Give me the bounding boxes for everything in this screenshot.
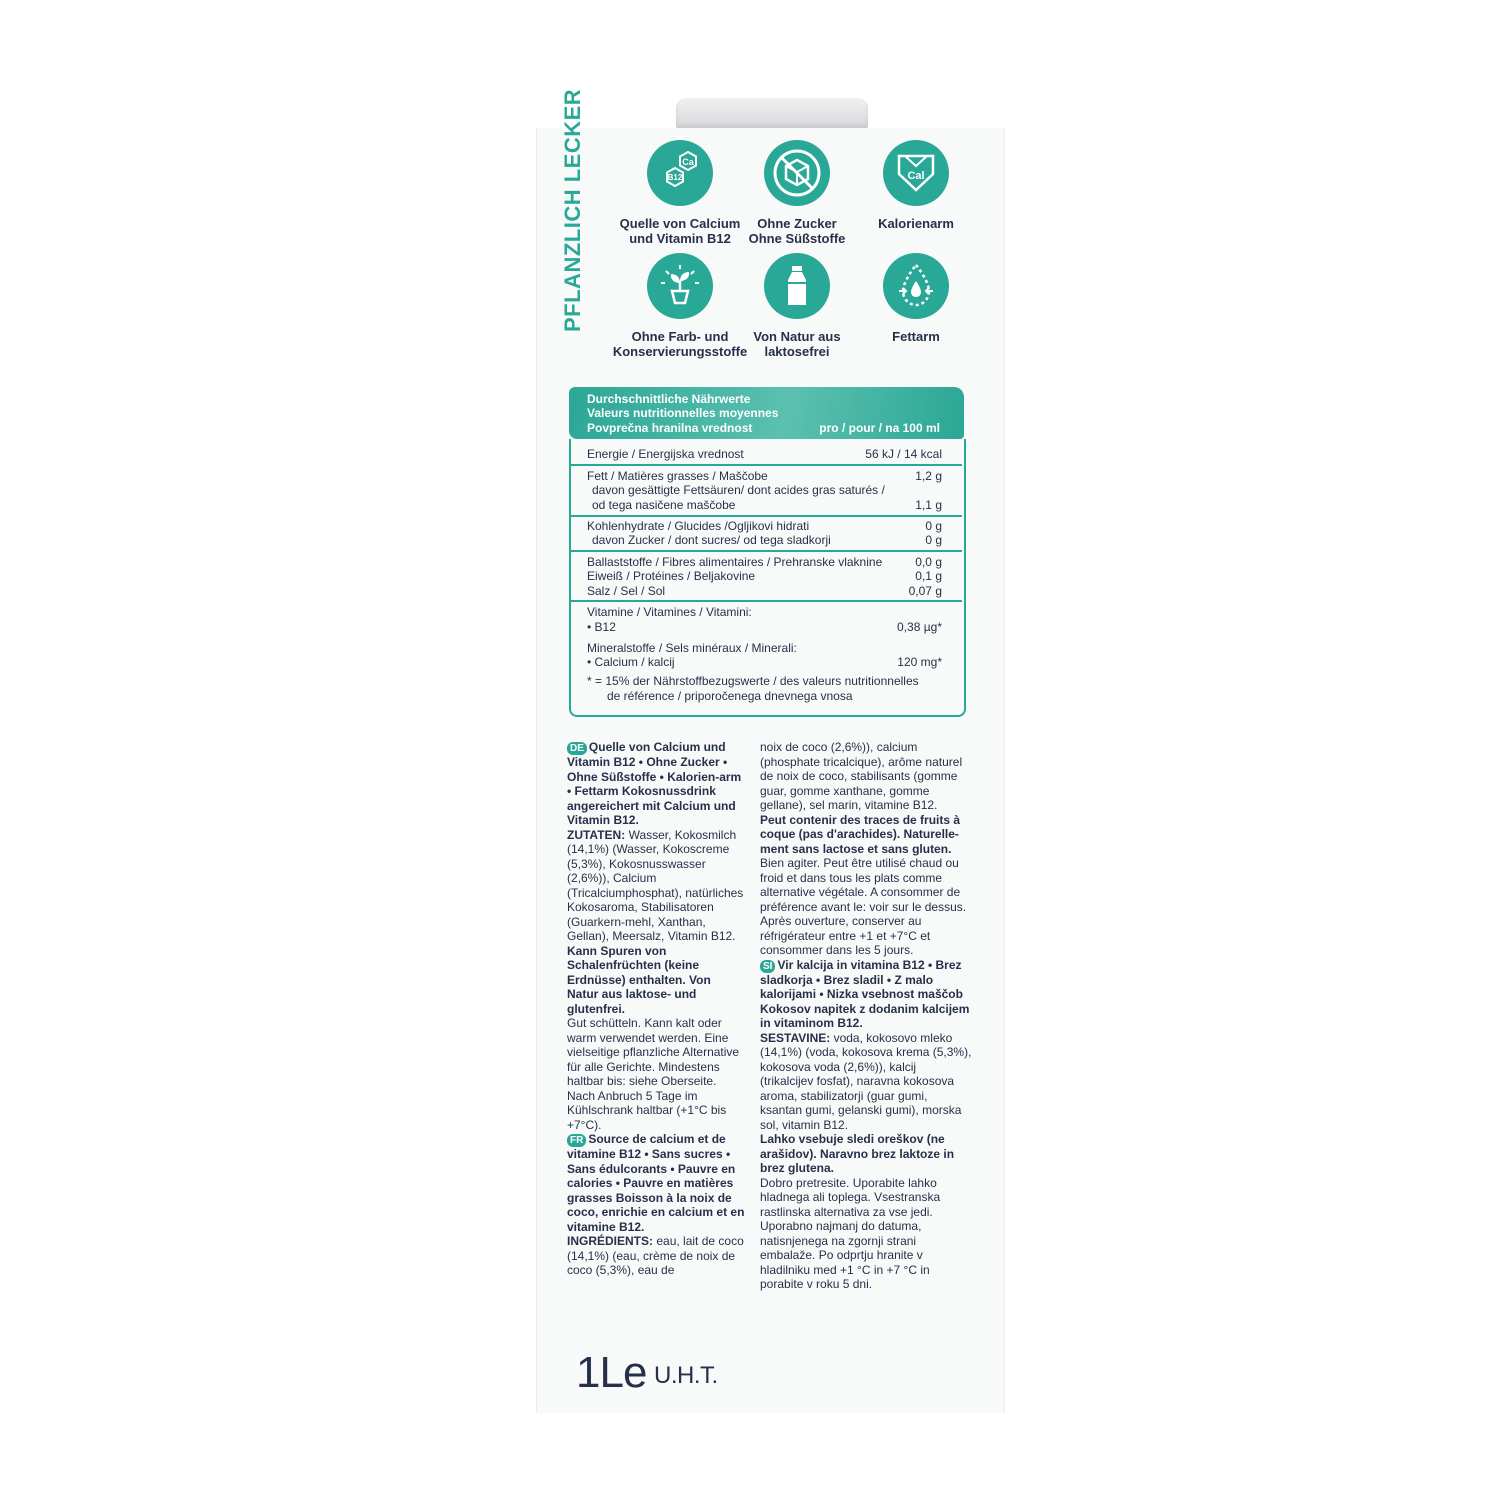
de-ingredients: Wasser, Kokosmilch (14,1%) (Wasser, Kokoscreme (5,3%), Kokosnusswasser (2,6%)), Calcium (Tricalciumphosphat), natürliches Kokosaroma, Stabilisatoren (Guarkern-mehl, Xanthan, Gellan), Meersalz, Vitamin B12. [567,827,744,943]
badge-label: Von Natur aus laktosefrei [753,329,841,359]
divider [569,600,962,602]
brand-vertical-text: PFLANZLICH LECKER [560,88,585,332]
fr-ingredients-label: INGRÉDIENTS: [567,1234,654,1248]
si-allergen: Lahko vsebuje sledi oreškov (ne arašidov). Naravno brez laktoze in brez glutena. [760,1132,955,1175]
bottle-icon [764,253,830,319]
drop-icon [883,253,949,319]
nutrition-footnote: * = 15% der Nährstoffbezugswerte / des valeurs nutritionnelles [587,674,919,688]
language-tag-fr: FR [567,1134,586,1147]
nutrition-row-vitamins: Vitamine / Vitamines / Vitamini: [587,605,752,619]
divider [569,550,962,552]
si-claims: Vir kalcija in vitamina B12 • Brez sladkorja • Brez sladil • Z malo kalorijami • Nizka vsebnost maščob Kokosov napitek z dodanim kalcijem in vitaminom B12. [760,957,970,1030]
nutrition-row-sugar: davon Zucker / dont sucres/ od tega sladkorji 0 g [592,533,942,547]
badge-low-fat [841,253,991,344]
si-info: Dobro pretresite. Uporabite lahko hladnega ali toplega. Vsestranska rastlinska alternativa za vse jedi. Uporabno najmanj do datuma, natisnjenega na zgornji strani embalaže. Po odprtju hranite v hladilniku med +1 °C in +7 °C in porabite v roku 5 dni. [760,1175,941,1291]
fr-allergen: Peut contenir des traces de fruits à coque (pas d'arachides). Naturelle-ment sans lactose et sans gluten. [760,812,961,856]
language-tag-si: SI [760,960,775,973]
language-tag-de: DE [567,742,587,755]
badge-label: Ohne Farb- und Konservierungsstoffe [612,329,748,359]
svg-text:Ca: Ca [682,157,694,167]
nutrition-row-saturates: davon gesättigte Fettsäuren/ dont acides gras saturés / [592,483,885,497]
nutrition-row-calcium: • Calcium / kalcij 120 mg* [587,655,942,669]
badge-label: Kalorienarm [878,216,954,231]
badge-label: Quelle von Calcium und Vitamin B12 [619,216,741,246]
calcium-b12-icon [647,140,713,206]
nutrition-row-carbs: Kohlenhydrate / Glucides /Ogljikovi hidrati 0 g [587,519,942,533]
de-claims: Quelle von Calcium und Vitamin B12 • Ohne Zucker • Ohne Süßstoffe • Kalorien-arm • Fettarm Kokosnussdrink angereichert mit Calcium und Vitamin B12. [567,740,742,827]
nutrition-header [569,387,964,439]
divider [569,464,962,466]
de-allergen: Kann Spuren von Schalenfrüchten (keine Erdnüsse) enthalten. Von Natur aus laktose- und glutenfrei. [567,943,711,1016]
svg-text:B12: B12 [667,173,683,182]
fr-ingredients: eau, lait de coco (14,1%) (eau, crème de noix de coco (5,3%), eau de [567,1234,744,1277]
carton-cap [676,98,868,128]
si-ingredients-label: SESTAVINE: [760,1030,831,1045]
badge-low-calorie [841,140,991,231]
uht-label: U.H.T. [654,1362,718,1389]
badge-label: Fettarm [892,329,940,344]
nutrition-unit: pro / pour / na 100 ml [819,421,940,435]
nutrition-row-minerals: Mineralstoffe / Sels minéraux / Minerali: [587,641,797,655]
de-ingredients-label: ZUTATEN: [567,827,626,842]
text-column-right [760,740,972,1292]
nutrition-row-fibre: Ballaststoffe / Fibres alimentaires / Prehranske vlaknine 0,0 g [587,555,942,569]
si-ingredients: voda, kokosovo mleko (14,1%) (voda, kokosova krema (5,3%), kokosova voda (2,6%)), kalcij (trikalcijev fosfat), naravna kokosova aroma, stabilizatorji (guar gumi, ksantan gumi, gelanski gumi), morska sol, vitamin B12. [760,1030,972,1132]
de-info: Gut schütteln. Kann kalt oder warm verwendet werden. Eine vielseitige pflanzliche Alternative für alle Gerichte. Mindestens haltbar bis: siehe Oberseite. Nach Anbruch 5 Tage im Kühlschrank haltbar (+1°C bis +7°C). [567,1016,740,1132]
fr-claims: Source de calcium et de vitamine B12 • Sans sucres • Sans édulcorants • Pauvre en calories • Pauvre en matières grasses Boisson à la noix de coco, enrichie en calcium et en vitamine B12. [567,1132,745,1234]
nutrition-header-si: Povprečna hranilna vrednost [587,421,753,435]
no-sugar-icon [764,140,830,206]
nutrition-footnote-2: de référence / priporočenega dnevnega vnosa [607,689,853,703]
text-column-left [567,740,745,1278]
svg-text:Cal: Cal [907,170,925,182]
nutrition-row-saturates-2: od tega nasičene maščobe 1,1 g [592,498,942,512]
nutrition-row-energy: Energie / Energijska vrednost 56 kJ / 14 kcal [587,447,942,461]
nutrition-row-protein: Eiweiß / Protéines / Beljakovine 0,1 g [587,569,942,583]
nutrition-row-b12: • B12 0,38 µg* [587,620,942,634]
badge-label: Ohne Zucker Ohne Süßstoffe [748,216,846,246]
plant-icon [647,253,713,319]
nutrition-header-de: Durchschnittliche Nährwerte [587,392,751,406]
divider [569,515,962,517]
fr-info: Bien agiter. Peut être utilisé chaud ou froid et dans tous les plats comme alternative végétale. A consommer de préférence avant le: voir sur le dessus. Après ouverture, conserver au réfrigérateur entre +1 et +7°C et consommer dans les 5 jours. [760,856,967,957]
fr-ingredients-continued: noix de coco (2,6%)), calcium (phosphate tricalcique), arôme naturel de noix de coco, stabilisants (gomme guar, gomme xanthane, gomme gellane), sel marin, vitamine B12. [760,740,963,812]
nutrition-row-fat: Fett / Matières grasses / Maščobe 1,2 g [587,469,942,483]
nutrition-header-fr: Valeurs nutritionnelles moyennes [587,406,779,420]
volume-label: 1Le [576,1348,647,1397]
low-calorie-icon [883,140,949,206]
nutrition-row-salt: Salz / Sel / Sol 0,07 g [587,584,942,598]
